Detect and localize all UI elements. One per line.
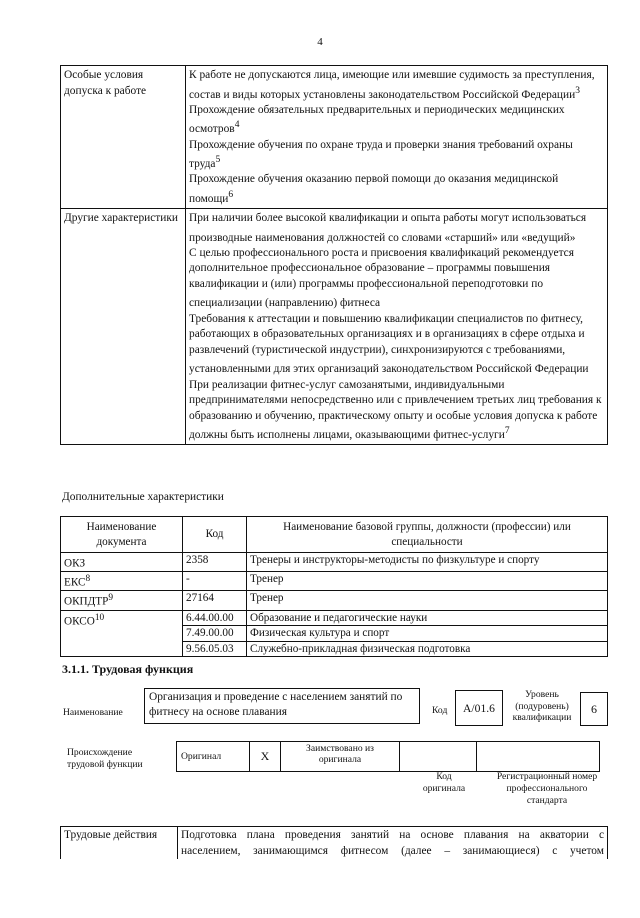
origin-table	[176, 741, 600, 772]
list-item: К работе не допускаются лица, имеющие или имевшие судимость за преступления, состав и виды которых установлены законодательством Российской Федерации$^3$	[189, 69, 595, 101]
list-item: Требования к аттестации и повышению квалификации специалистов по фитнесу, работающих в образовательных организациях и в организациях в сфере отдыха и развлечений (туристической индустрии), синхронизируются с требованиями, установленными для этих организаций законодательством Российской Федерации	[189, 312, 589, 376]
conditions-table	[60, 65, 608, 445]
list-item: Прохождение обучения оказанию первой помощи до оказания медицинской помощи$^6$	[189, 173, 559, 205]
row-content	[186, 209, 608, 445]
function-heading: 3.1.1. Трудовая функция	[62, 662, 194, 676]
cell-doc: ОКСО$^{10}$	[61, 610, 183, 657]
table-row	[61, 591, 608, 610]
additional-caption: Дополнительные характеристики	[62, 491, 224, 503]
page-number: 4	[317, 36, 323, 48]
code-label: Код	[432, 705, 448, 716]
cell-code: 9.56.05.03	[183, 641, 247, 657]
function-code-box: A/01.6	[455, 690, 503, 726]
cell-name: Образование и педагогические науки	[247, 610, 608, 626]
cell-doc: ОКЗ	[61, 553, 183, 572]
cell-doc: ЕКС$^8$	[61, 572, 183, 591]
actions-label: Трудовые действия	[61, 827, 178, 860]
row-label: Особые условия допуска к работе	[61, 66, 186, 209]
row-label: Другие характеристики	[61, 209, 186, 445]
cell-code: -	[183, 572, 247, 591]
cell-doc: ОКПДТР$^9$	[61, 591, 183, 610]
actions-text	[178, 827, 608, 860]
header-name: Наименование базовой группы, должности (профессии) или специальности	[247, 517, 608, 553]
cell-code: 7.49.00.00	[183, 626, 247, 642]
cell-code: 27164	[183, 591, 247, 610]
borrowed-label-cell: Заимствовано из оригинала	[281, 742, 400, 772]
table-row	[61, 553, 608, 572]
original-label-cell: Оригинал	[177, 742, 250, 772]
cell-name: Служебно-прикладная физическая подготовка	[247, 641, 608, 657]
table-row	[61, 827, 608, 860]
header-doc: Наименование документа	[61, 517, 183, 553]
code-original-caption: Код оригинала	[422, 771, 466, 794]
table-row	[177, 742, 600, 772]
reg-number-cell	[477, 742, 600, 772]
table-row	[61, 209, 608, 445]
table-header-row	[61, 517, 608, 553]
list-item: Прохождение обязательных предварительных и периодических медицинских осмотров$^4$	[189, 103, 565, 136]
actions-line: населением, занимающимся фитнесом (далее – занимающиеся) с учетом	[181, 845, 604, 857]
cell-name: Тренер	[247, 591, 608, 610]
code-original-cell	[400, 742, 477, 772]
list-item: При наличии более высокой квалификации и опыта работы могут использоваться производные наименования должностей со словами «старший» или «ведущий»	[189, 212, 587, 244]
level-label: Уровень (подуровень) квалификации	[512, 689, 572, 723]
cell-name: Тренер	[247, 572, 608, 591]
table-row	[61, 610, 608, 626]
actions-line: Подготовка плана проведения занятий на основе плавания на акватории с	[181, 829, 604, 841]
table-row	[61, 66, 608, 209]
header-code: Код	[183, 517, 247, 553]
function-level-box: 6	[580, 692, 608, 726]
additional-table	[60, 516, 608, 657]
cell-code: 2358	[183, 553, 247, 572]
name-label: Наименование	[63, 707, 123, 718]
table-row	[61, 572, 608, 591]
cell-code: 6.44.00.00	[183, 610, 247, 626]
cell-name: Физическая культура и спорт	[247, 626, 608, 642]
origin-label: Происхождение трудовой функции	[67, 747, 143, 770]
original-mark-cell: X	[250, 742, 281, 772]
function-name-box: Организация и проведение с населением занятий по фитнесу на основе плавания	[144, 688, 420, 724]
actions-table	[60, 826, 608, 859]
list-item: При реализации фитнес-услуг самозанятыми, индивидуальными предпринимателями непосредственно или с привлечением третьих лиц требования к образованию и обучению, практическому опыту и особые условия допуска к работе должны быть исполнены лицами, оказывающими фитнес-услуги$^7$	[189, 378, 602, 441]
list-item: С целью профессионального роста и присвоения квалификаций рекомендуется дополнительное профессиональное образование – программы повышения квалификации и (или) программы профессиональной переподготовки по специализации (направлению) фитнеса	[189, 246, 574, 310]
reg-number-caption: Регистрационный номер профессионального стандарта	[496, 771, 598, 806]
list-item: Прохождение обучения по охране труда и проверки знания требований охраны труда$^5$	[189, 138, 573, 170]
row-content	[186, 66, 608, 209]
cell-name: Тренеры и инструкторы-методисты по физкультуре и спорту	[247, 553, 608, 572]
